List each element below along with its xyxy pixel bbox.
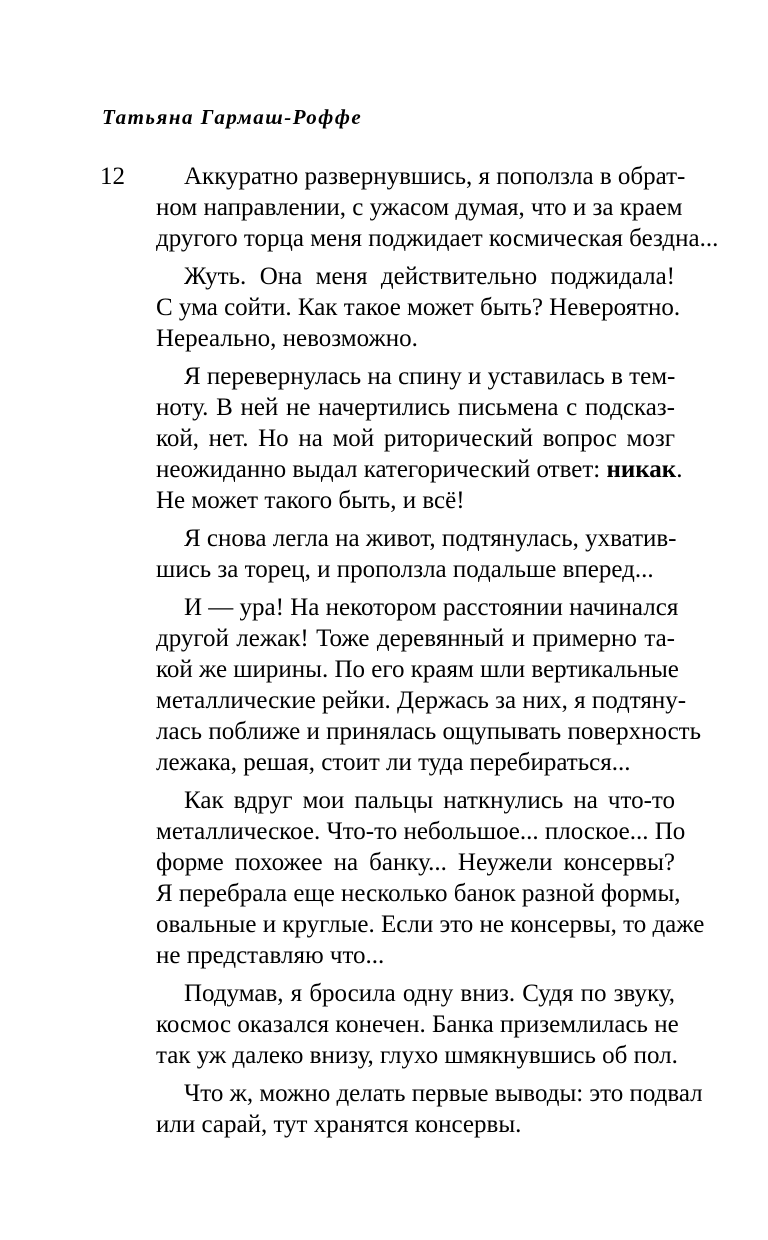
text-line: шись за торец, и проползла подальше вперед... [156, 556, 654, 583]
text-line: кой же ширины. По его краям шли вертикальные [156, 656, 679, 683]
text-line: не представляю что... [156, 942, 385, 969]
text-line: форме похожее на банку... Неужели консервы? [156, 849, 675, 876]
text-line: или сарай, тут хранятся консервы. [156, 1111, 522, 1138]
text-line-with-emphasis [156, 454, 683, 485]
text-line: космос оказался конечен. Банка приземлилась не [156, 1011, 679, 1038]
running-title: Татьяна Гармаш-Роффе [102, 105, 363, 129]
text-line: ном направлении, с ужасом думая, что и за краем [156, 194, 683, 221]
paragraph [156, 523, 675, 585]
paragraph [156, 161, 719, 254]
text-line: лежака, решая, стоит ли туда перебираться... [156, 749, 631, 776]
text-line: металлические рейки. Держась за них, я подтяну- [156, 687, 687, 714]
text-line: Нереально, невозможно. [156, 325, 418, 352]
paragraph [156, 785, 705, 971]
text-segment: . [676, 456, 683, 483]
text-line: Я снова легла на живот, подтянулась, ухватив- [184, 525, 677, 552]
text-line: другой лежак! Тоже деревянный и примерно та- [156, 625, 675, 652]
paragraph [156, 592, 702, 778]
text-line: ноту. В ней не начертились письмена с подсказ- [156, 394, 675, 421]
text-line: лась поближе и принялась ощупывать поверхность [156, 718, 702, 745]
text-line: Я перебрала еще несколько банок разной формы, [156, 880, 681, 907]
text-segment: неожиданно выдал категорический ответ: [156, 456, 607, 483]
text-line: кой, нет. Но на мой риторический вопрос мозг [156, 425, 675, 452]
body-text [156, 161, 719, 1147]
text-line: Я перевернулась на спину и уставилась в тем- [184, 363, 676, 390]
text-line: другого торца меня поджидает космическая бездна... [156, 225, 719, 252]
text-line: Подумав, я бросила одну вниз. Судя по звуку, [184, 980, 675, 1007]
text-line: И — ура! На некотором расстоянии начинался [184, 594, 679, 621]
paragraph [156, 361, 683, 516]
text-line: Не может такого быть, и всё! [156, 487, 465, 514]
page-number: 12 [100, 163, 125, 190]
text-line: Аккуратно развернувшись, я поползла в обрат- [184, 163, 686, 190]
paragraph [156, 261, 681, 354]
text-line: Что ж, можно делать первые выводы: это подвал [184, 1080, 703, 1107]
text-line: Как вдруг мои пальцы наткнулись на что-то [184, 787, 675, 814]
text-line: С ума сойти. Как такое может быть? Невероятно. [156, 294, 681, 321]
text-line: Жуть. Она меня действительно поджидала! [184, 263, 675, 290]
text-line: так уж далеко внизу, глухо шмякнувшись об пол. [156, 1042, 678, 1069]
emphasized-word: никак [606, 456, 677, 483]
text-line: овальные и круглые. Если это не консервы, то даже [156, 911, 705, 938]
paragraph [156, 1078, 703, 1140]
paragraph [156, 978, 679, 1071]
text-line: металлическое. Что-то небольшое... плоское... По [156, 818, 686, 845]
